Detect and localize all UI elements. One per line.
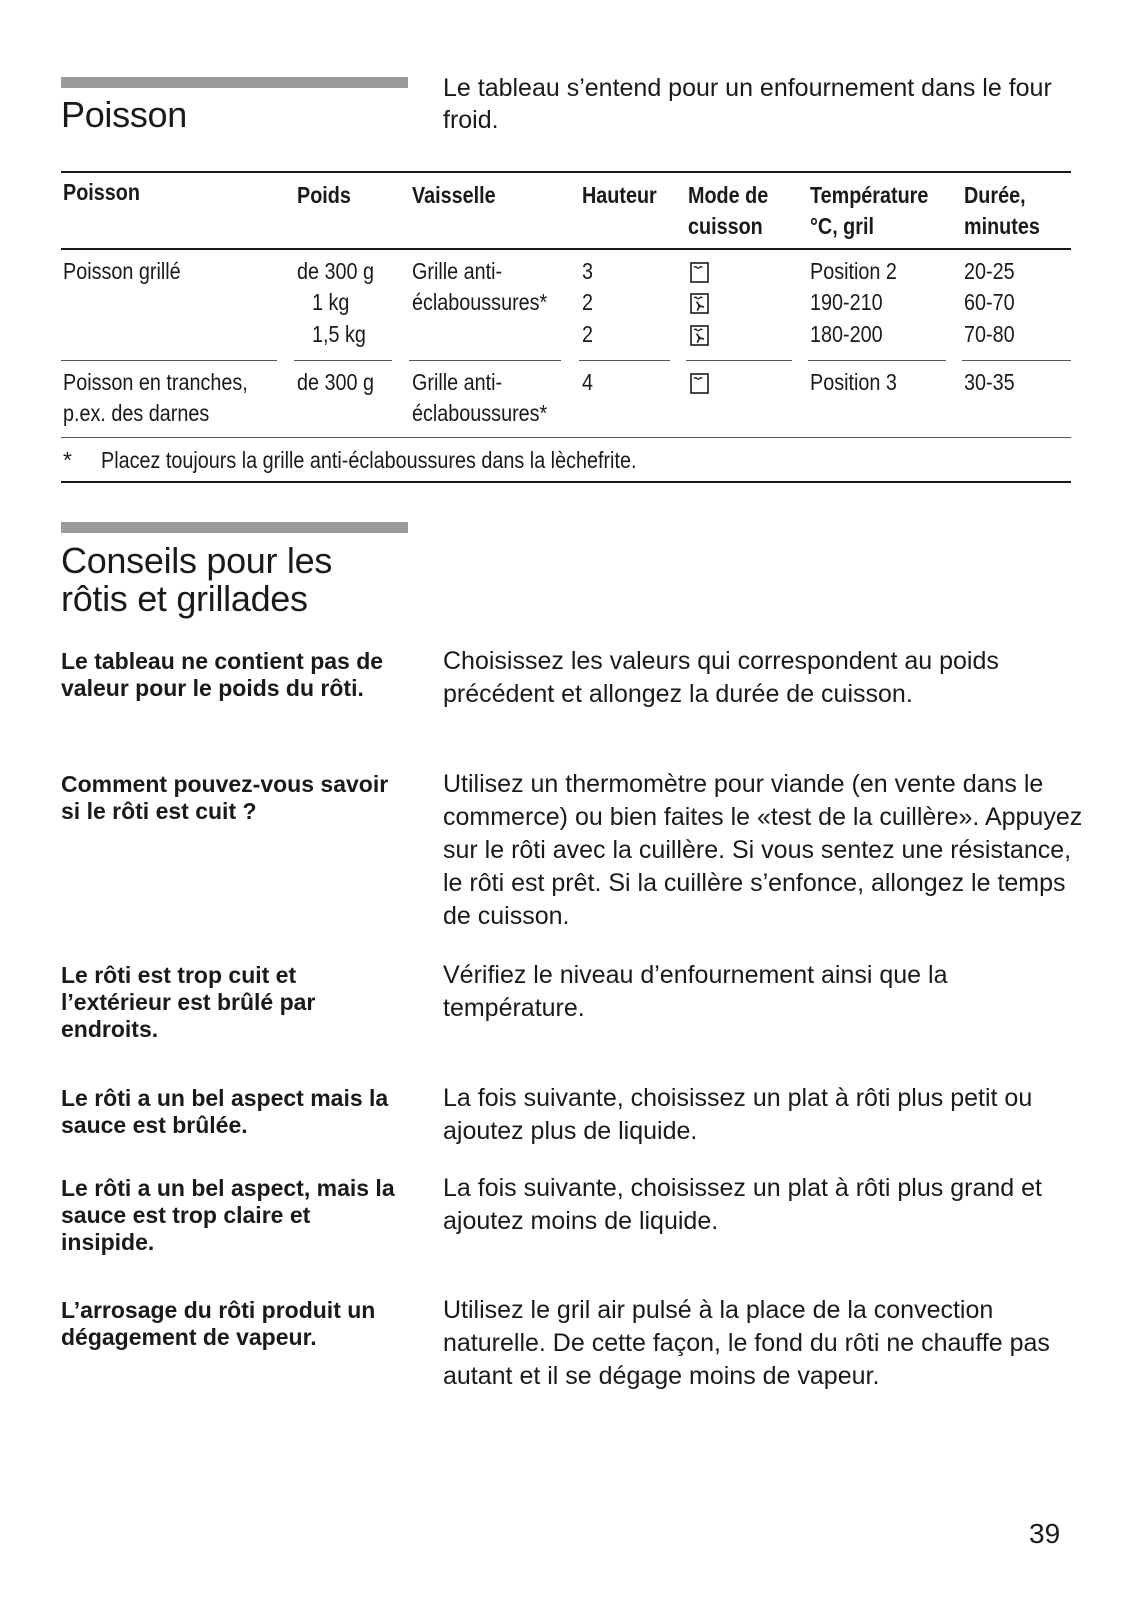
header-vaisselle: Vaisselle (412, 182, 496, 208)
section-divider-bar (61, 77, 408, 88)
grill-fan-icon (690, 325, 709, 346)
row2-dish-line1: Grille anti- (412, 369, 503, 395)
row1-height-2: 2 (582, 289, 594, 315)
row2-height: 4 (582, 369, 594, 395)
tip-question: Le rôti a un bel aspect, mais la sauce est trop claire et insipide. (61, 1175, 395, 1255)
section-intro: Le tableau s’entend pour un enfournement dans le four froid. (443, 74, 1052, 134)
page-number: 39 (1029, 1518, 1061, 1549)
header-poisson: Poisson (63, 179, 140, 205)
header-duree-line2: minutes (964, 213, 1040, 239)
table-footnote: Placez toujours la grille anti-éclaboussures dans la lèchefrite. (101, 447, 637, 473)
row2-dish-line2: éclaboussures* (412, 400, 548, 426)
row1-duration-1: 20-25 (964, 258, 1015, 284)
tip-answer: La fois suivante, choisissez un plat à rôti plus grand et ajoutez moins de liquide. (443, 1174, 1042, 1235)
header-temperature-line2: °C, gril (810, 213, 874, 239)
row1-weight-1: de 300 g (297, 258, 374, 284)
row2-name-line1: Poisson en tranches, (63, 369, 248, 395)
header-temperature-line1: Température (810, 182, 929, 208)
grill-icon (690, 262, 709, 283)
row1-height-1: 3 (582, 258, 594, 284)
row1-name: Poisson grillé (63, 258, 181, 284)
tip-answer: Utilisez un thermomètre pour viande (en vente dans le commerce) ou bien faites le «test de la cuillère». Appuyez sur le rôti avec la cuillère. Si vous sentez une résistance, le rôti est prêt. Si la cuillère s’enfonce, allongez le temps de cuisson. (443, 770, 1083, 930)
grill-icon (690, 373, 709, 394)
tip-question: Le tableau ne contient pas de valeur pour le poids du rôti. (61, 648, 384, 701)
tip-question: L’arrosage du rôti produit un dégagement de vapeur. (61, 1297, 376, 1350)
section-title-conseils-line1: Conseils pour les (61, 540, 333, 581)
row2-name-line2: p.ex. des darnes (63, 400, 210, 426)
tip-question: Le rôti a un bel aspect mais la sauce est brûlée. (61, 1085, 389, 1138)
tip-answer: Choisissez les valeurs qui correspondent au poids précédent et allongez la durée de cuisson. (443, 647, 999, 708)
table-header-rule (61, 248, 1071, 250)
row2-temp: Position 3 (810, 369, 897, 395)
section-divider-bar (61, 522, 408, 533)
row2-weight: de 300 g (297, 369, 374, 395)
row1-temp-1: Position 2 (810, 258, 897, 284)
header-mode-line2: cuisson (688, 213, 763, 239)
section-title-poisson: Poisson (61, 94, 187, 135)
row1-weight-3: 1,5 kg (312, 321, 366, 347)
row1-dish-line2: éclaboussures* (412, 289, 548, 315)
grill-fan-icon (690, 293, 709, 314)
row1-temp-3: 180-200 (810, 321, 883, 347)
table-top-rule (61, 171, 1071, 173)
row1-weight-2: 1 kg (312, 289, 350, 315)
table-bottom-rule (61, 481, 1071, 483)
row1-dish-line1: Grille anti- (412, 258, 503, 284)
header-hauteur: Hauteur (582, 182, 657, 208)
section-title-conseils-line2: rôtis et grillades (61, 578, 308, 619)
table-footnote-rule (61, 437, 1071, 438)
row2-duration: 30-35 (964, 369, 1015, 395)
tip-answer: Utilisez le gril air pulsé à la place de la convection naturelle. De cette façon, le fond du rôti ne chauffe pas autant et il se dégage moins de vapeur. (443, 1296, 1050, 1390)
row1-temp-2: 190-210 (810, 289, 883, 315)
footnote-mark: * (63, 447, 72, 473)
tip-question: Le rôti est trop cuit et l’extérieur est brûlé par endroits. (61, 962, 316, 1042)
tip-answer: Vérifiez le niveau d’enfournement ainsi que la température. (443, 961, 948, 1022)
tip-question: Comment pouvez-vous savoir si le rôti est cuit ? (61, 771, 389, 824)
row1-height-3: 2 (582, 321, 594, 347)
tip-answer: La fois suivante, choisissez un plat à rôti plus petit ou ajoutez plus de liquide. (443, 1084, 1033, 1145)
header-poids: Poids (297, 182, 351, 208)
header-duree-line1: Durée, (964, 182, 1026, 208)
header-mode-line1: Mode de (688, 182, 769, 208)
row1-duration-3: 70-80 (964, 321, 1015, 347)
row1-duration-2: 60-70 (964, 289, 1015, 315)
